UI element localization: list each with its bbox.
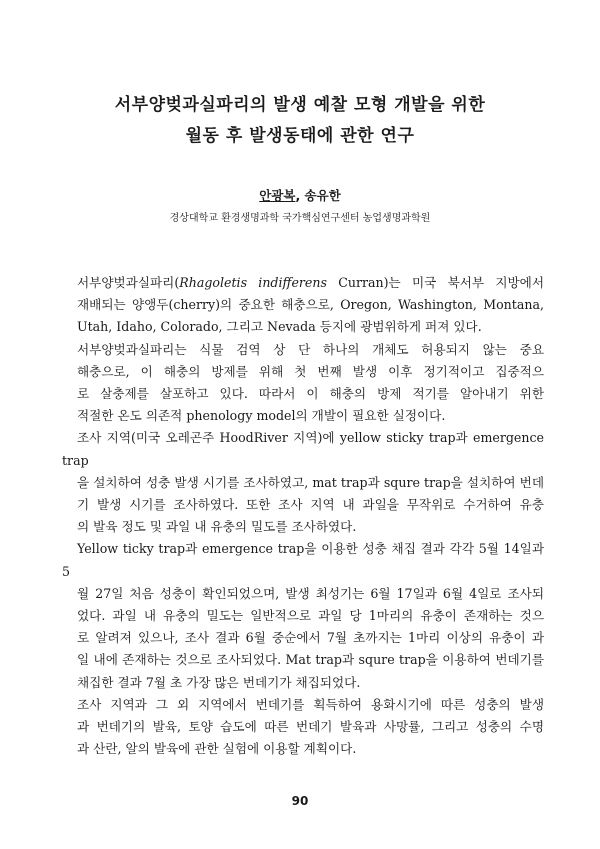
body-line: 과 산란, 알의 발육에 관한 실험에 이용할 계획이다.: [77, 741, 357, 757]
body-line: 일 내에 존재하는 것으로 조사되었다. Mat trap과 squre trap을 이용하여 번데기를: [77, 652, 544, 668]
body-line: Utah, Idaho, Colorado, 그리고 Nevada 등지에 광범위하게 퍼져 있다.: [77, 319, 482, 335]
body-line: 적절한 온도 의존적 phenology model의 개발이 필요한 실정이다.: [77, 408, 446, 424]
affiliation: 경상대학교 환경생명과학 국가핵심연구센터 농업생명과학원: [169, 213, 431, 224]
body-line: 채집한 결과 7월 초 가장 많은 번데기가 채집되었다.: [77, 674, 361, 690]
body-line: 서부양벚과실파리는 식물 검역 상 단 하나의 개체도 허용되지 않는 중요: [77, 341, 544, 357]
body-line: 조사 지역과 그 외 지역에서 번데기를 획득하여 용화시기에 따른 성충의 발생: [77, 696, 544, 712]
body-line: 기 발생 시기를 조사하였다. 또한 조사 지역 내 과일을 무작위로 수거하여 유충: [77, 497, 544, 513]
body-line: 을 설치하여 성충 발생 시기를 조사하였고, mat trap과 squre trap을 설치하여 번데: [77, 474, 544, 490]
body-line: 었다. 과일 내 유충의 밀도는 일반적으로 과일 당 1마리의 유충이 존재하는 것으: [77, 608, 544, 624]
page-number: 90: [291, 794, 309, 808]
body-line: 과 번데기의 발육, 토양 습도에 따른 번데기 발육과 사망률, 그리고 성충의 수명: [77, 719, 544, 735]
title-line-2: 월동 후 발생동태에 관한 연구: [185, 126, 415, 146]
author-1: 안광복: [259, 188, 296, 203]
body-paragraph: [62, 538, 544, 693]
body-line: 로 알려져 있으나, 조사 결과 6월 중순에서 7월 초까지는 1마리 이상의 유충이 과: [77, 630, 544, 646]
body-paragraph: [62, 339, 544, 428]
title-line-1: 서부양벚과실파리의 발생 예찰 모형 개발을 위한: [114, 95, 486, 115]
body-line: 의 발육 정도 및 과일 내 유충의 밀도를 조사하였다.: [77, 519, 357, 535]
body-line: 월 27일 처음 성충이 확인되었으며, 발생 최성기는 6월 17일과 6월 4일로 조사되: [77, 585, 544, 601]
abstract-body: [62, 272, 544, 760]
paper-title: [40, 90, 560, 152]
body-line: 서부양벚과실파리(Rhagoletis indifferens Curran)는 미국 북서부 지방에서: [77, 275, 544, 290]
body-line: 해충으로, 이 해충의 방제를 위해 첫 번째 발생 이후 정기적이고 집중적으: [77, 363, 544, 379]
body-paragraph: [62, 427, 544, 538]
author-separator: ,: [295, 188, 305, 203]
body-line: 로 살충제를 살포하고 있다. 따라서 이 해충의 방제 적기를 알아내기 위한: [77, 386, 544, 402]
body-paragraph: [62, 694, 544, 761]
body-paragraph: [62, 272, 544, 339]
body-line: 재배되는 양앵두(cherry)의 중요한 해충으로, Oregon, Washington, Montana,: [77, 297, 544, 313]
author-2: 송유한: [304, 188, 341, 203]
body-line: 조사 지역(미국 오레곤주 HoodRiver 지역)에 yellow sticky trap과 emergence trap: [62, 430, 544, 468]
author-list: [0, 186, 600, 204]
body-line: Yellow ticky trap과 emergence trap을 이용한 성충 채집 결과 각각 5월 14일과 5: [62, 541, 544, 579]
